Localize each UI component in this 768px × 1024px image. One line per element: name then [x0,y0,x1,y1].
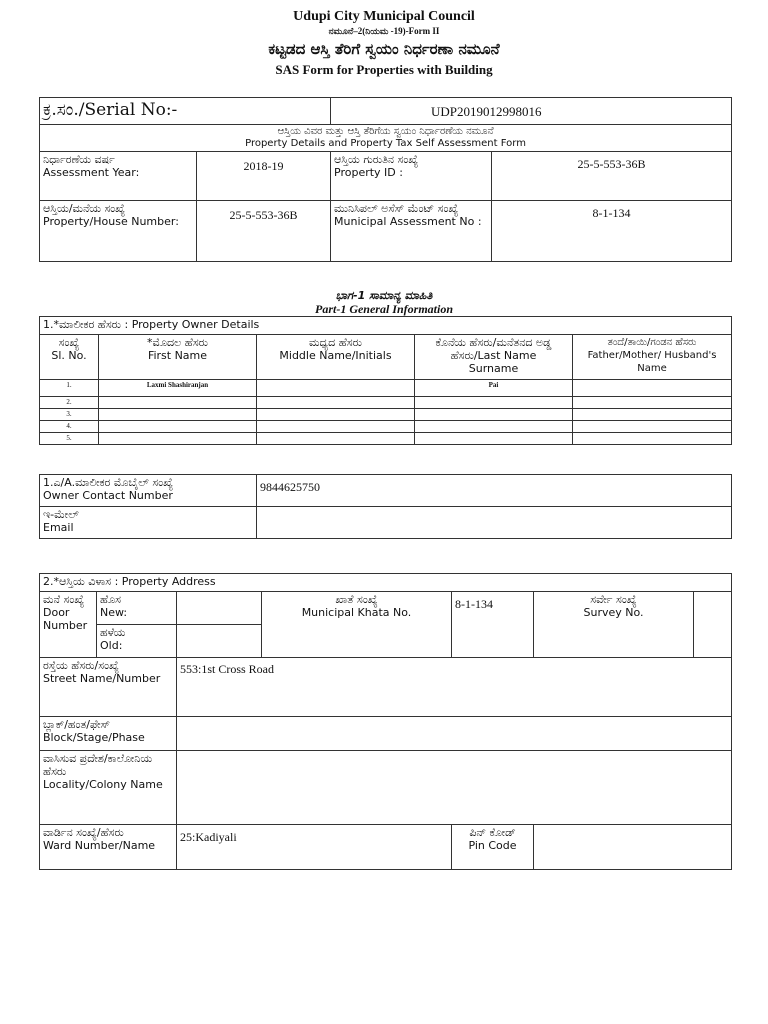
owner-sl: 4. [40,421,99,433]
email-value [257,507,732,539]
form-subtitle [40,125,732,152]
khata-label: ಖಾತೆ ಸಂಖ್ಯೆ Municipal Khata No. [262,592,452,658]
assessment-year-kn: ನಿರ್ಧಾರಣೆಯ ವರ್ಷ [43,153,115,166]
house-number-value: 25-5-553-36B [197,201,331,262]
khata-value: 8-1-134 [452,592,534,658]
block-label: ಬ್ಲಾಕ್/ಹಂತ/ಫೇಸ್ Block/Stage/Phase [40,717,177,751]
owner-first-name [99,421,257,433]
owner-father-name [573,421,732,433]
owner-last-name [415,409,573,421]
form-title-english: SAS Form for Properties with Building [275,62,493,77]
property-id-value: 25-5-553-36B [492,152,732,201]
door-new-label: ಹೊಸ New: [97,592,177,625]
owner-last-name [415,433,573,445]
mobile-label: 1.ಎ/A.ಮಾಲೀಕರ ಮೊಬೈಲ್ ಸಂಖ್ಯೆ Owner Contact Number [40,475,257,507]
table-row [40,409,732,421]
street-label: ರಸ್ತೆಯ ಹೆಸರು/ಸಂಖ್ಯೆ Street Name/Number [40,658,177,717]
col-header-sl: ಸಂಖ್ಯೆ Sl. No. [40,335,99,380]
owner-first-name: Laxmi Shashiranjan [99,380,257,397]
part1-title-english: Part-1 General Information [314,302,453,316]
house-number-label [40,201,197,262]
email-label: ಇ-ಮೇಲ್ Email [40,507,257,539]
locality-label: ವಾಸಿಸುವ ಪ್ರದೇಶ/ಕಾಲೋನಿಯ ಹೆಸರು Locality/Colony Name [40,751,177,825]
table-row [40,421,732,433]
survey-value [694,592,732,658]
street-value: 553:1st Cross Road [177,658,732,717]
block-value [177,717,732,751]
owner-last-name: Pai [415,380,573,397]
door-old-value [177,625,262,658]
owner-details-table [39,316,732,445]
council-name: Udupi City Municipal Council [293,9,475,24]
pin-code-value [534,825,732,870]
owner-last-name [415,421,573,433]
pin-code-label: ಪಿನ್ ಕೋಡ್ Pin Code [452,825,534,870]
assessment-year-label [40,152,197,201]
owner-middle-name [257,433,415,445]
door-new-value [177,592,262,625]
door-number-label: ಮನೆ ಸಂಖ್ಯೆ Door Number [40,592,97,658]
owner-sl: 5. [40,433,99,445]
form-number: ನಮೂನೆ–2(ನಿಯಮ -19)-Form II [328,26,440,36]
municipal-assessment-kn: ಮುನಿಸಿಪಲ್ ಅಸೆಸ್ ಮೆಂಟ್ ಸಂಖ್ಯೆ [334,202,459,215]
assessment-year-value: 2018-19 [197,152,331,201]
municipal-assessment-label [331,201,492,262]
table-row [40,397,732,409]
owner-father-name [573,380,732,397]
owner-middle-name [257,421,415,433]
property-id-label [331,152,492,201]
form-subtitle-english: Property Details and Property Tax Self Assessment Form [245,138,526,149]
col-header-first-name: *ಮೊದಲ ಹೆಸರು First Name [99,335,257,380]
mobile-value: 9844625750 [257,475,732,507]
form-title-kannada: ಕಟ್ಟಡದ ಆಸ್ತಿ ತೆರಿಗೆ ಸ್ವಯಂ ನಿರ್ಧರಣಾ ನಮೂನೆ [268,40,500,58]
form-subtitle-kannada: ಆಸ್ತಿಯ ವಿವರ ಮತ್ತು ಆಸ್ತಿ ತೆರಿಗೆಯ ಸ್ವಯಂ ನಿರ್ಧಾರಣೆಯ ನಮೂನೆ [277,126,494,137]
owner-contact-table [39,474,732,539]
serial-value: UDP2019012998016 [331,98,732,125]
house-number-en: Property/House Number: [43,215,179,228]
owner-sl: 1. [40,380,99,397]
owner-father-name [573,397,732,409]
property-details-table [39,97,732,262]
address-section-title: 2.*ಆಸ್ತಿಯ ವಿಳಾಸ : Property Address [40,574,732,592]
property-id-en: Property ID : [334,166,403,179]
ward-value: 25:Kadiyali [177,825,452,870]
municipal-assessment-en: Municipal Assessment No : [334,215,482,228]
col-header-father-name: ತಂದೆ/ತಾಯಿ/ಗಂಡನ ಹೆಸರು Father/Mother/ Husband's Name [573,335,732,380]
door-old-label: ಹಳೆಯ Old: [97,625,177,658]
owner-first-name [99,397,257,409]
municipal-assessment-value: 8-1-134 [492,201,732,262]
locality-value [177,751,732,825]
owner-father-name [573,409,732,421]
owner-middle-name [257,397,415,409]
owner-last-name [415,397,573,409]
table-row [40,380,732,397]
table-row [40,433,732,445]
house-number-kn: ಆಸ್ತಿಯ/ಮನೆಯ ಸಂಖ್ಯೆ [43,202,126,215]
part1-title-kannada: ಭಾಗ-1 ಸಾಮಾನ್ಯ ಮಾಹಿತಿ [335,289,433,302]
owner-father-name [573,433,732,445]
owner-first-name [99,433,257,445]
owner-sl: 2. [40,397,99,409]
owner-middle-name [257,380,415,397]
owner-sl: 3. [40,409,99,421]
property-address-table [39,573,732,870]
owner-middle-name [257,409,415,421]
survey-label: ಸರ್ವೇ ಸಂಖ್ಯೆ Survey No. [534,592,694,658]
property-id-kn: ಆಸ್ತಿಯ ಗುರುತಿನ ಸಂಖ್ಯೆ [334,153,419,166]
assessment-year-en: Assessment Year: [43,166,140,179]
serial-label: ಕ್ರ.ಸಂ./Serial No:- [40,98,331,125]
owner-first-name [99,409,257,421]
ward-label: ವಾರ್ಡಿನ ಸಂಖ್ಯೆ/ಹೆಸರು Ward Number/Name [40,825,177,870]
owner-section-title: 1.*ಮಾಲೀಕರ ಹೆಸರು : Property Owner Details [40,317,732,335]
col-header-last-name: ಕೊನೆಯ ಹೆಸರು/ಮನೆತನದ ಅಡ್ಡ ಹೆಸರು/Last Name Surname [415,335,573,380]
col-header-middle-name: ಮಧ್ಯದ ಹೆಸರು Middle Name/Initials [257,335,415,380]
